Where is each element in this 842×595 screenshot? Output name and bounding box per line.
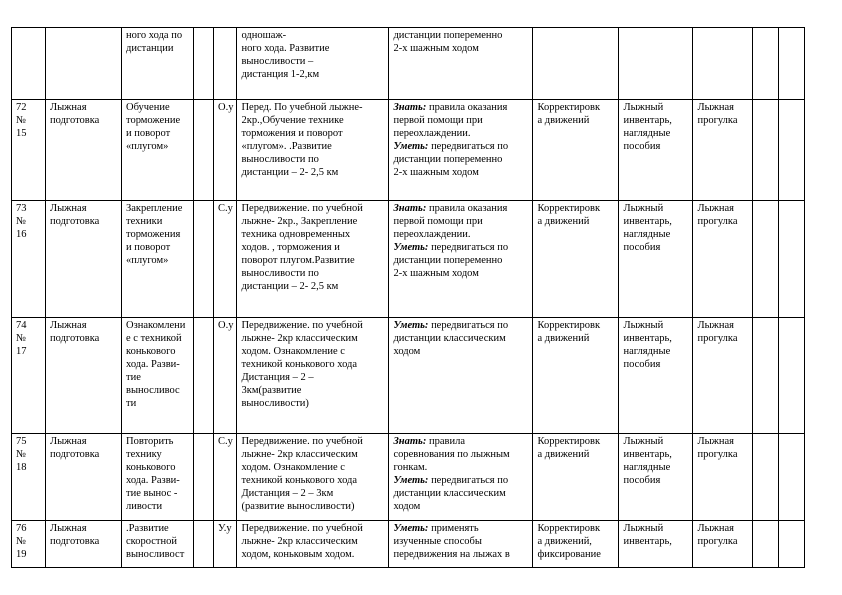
cell-num: 72 № 15 [12, 100, 46, 201]
lesson-plan-table [11, 27, 805, 568]
can-label: Уметь: [393, 475, 429, 486]
cell-control: Корректировк а движений, фиксирование [533, 521, 619, 568]
cell-requirements: дистанции попеременно 2-х шажным ходом [389, 28, 533, 100]
cell-date-fact [779, 521, 805, 568]
cell-type: О.у [214, 318, 237, 434]
cell-homework: Лыжная прогулка [693, 201, 753, 318]
cell-date-plan [753, 201, 779, 318]
table-row-partial [12, 28, 805, 100]
cell-hours [194, 28, 214, 100]
cell-control: Корректировк а движений [533, 100, 619, 201]
cell-control [533, 28, 619, 100]
cell-topic: .Развитие скоростной выносливост [122, 521, 194, 568]
cell-equipment: Лыжный инвентарь, [619, 521, 693, 568]
know-text: правила соревнования по лыжным гонкам. [393, 436, 510, 473]
cell-num: 75 № 18 [12, 434, 46, 521]
cell-num [12, 28, 46, 100]
can-text: передвигаться по дистанции попеременно 2-х шажным ходом [393, 141, 509, 178]
cell-date-fact [779, 318, 805, 434]
cell-homework [693, 28, 753, 100]
cell-section: Лыжная подготовка [46, 100, 122, 201]
can-text: применять изученные способы передвижения на лыжах в [393, 523, 510, 560]
can-label: Уметь: [393, 242, 429, 253]
cell-requirements [389, 521, 533, 568]
cell-date-fact [779, 434, 805, 521]
cell-requirements [389, 318, 533, 434]
cell-hours [194, 201, 214, 318]
cell-content: одношаж- ного хода. Развитие выносливости – дистанция 1-2,км [237, 28, 389, 100]
table-row [12, 434, 805, 521]
cell-homework: Лыжная прогулка [693, 434, 753, 521]
cell-section: Лыжная подготовка [46, 434, 122, 521]
cell-equipment [619, 28, 693, 100]
know-text: правила оказания первой помощи при переохлаждении. [393, 203, 508, 240]
cell-homework: Лыжная прогулка [693, 318, 753, 434]
cell-topic: Ознакомлени е с техникой конькового хода. Разви- тие выносливос ти [122, 318, 194, 434]
know-label: Знать: [393, 436, 427, 447]
cell-type: У.у [214, 521, 237, 568]
cell-hours [194, 318, 214, 434]
cell-section: Лыжная подготовка [46, 201, 122, 318]
cell-control: Корректировк а движений [533, 318, 619, 434]
cell-equipment: Лыжный инвентарь, наглядные пособия [619, 434, 693, 521]
cell-date-plan [753, 318, 779, 434]
can-label: Уметь: [393, 523, 429, 534]
cell-section [46, 28, 122, 100]
know-label: Знать: [393, 203, 427, 214]
cell-control: Корректировк а движений [533, 201, 619, 318]
cell-equipment: Лыжный инвентарь, наглядные пособия [619, 201, 693, 318]
cell-topic: Закрепление техники торможения и поворот «плугом» [122, 201, 194, 318]
cell-date-fact [779, 28, 805, 100]
cell-num: 76 № 19 [12, 521, 46, 568]
cell-num: 74 № 17 [12, 318, 46, 434]
cell-topic: Повторить технику конькового хода. Разви- тие вынос - ливости [122, 434, 194, 521]
cell-date-fact [779, 201, 805, 318]
table-row [12, 521, 805, 568]
cell-requirements [389, 434, 533, 521]
cell-content: Перед. По учебной лыжне- 2кр.,Обучение технике торможения и поворот «плугом». .Развитие выносливости по дистанции – 2- 2,5 км [237, 100, 389, 201]
cell-requirements [389, 201, 533, 318]
table-row [12, 201, 805, 318]
cell-date-plan [753, 28, 779, 100]
cell-type: С.у [214, 201, 237, 318]
cell-section: Лыжная подготовка [46, 318, 122, 434]
table-row [12, 318, 805, 434]
cell-content: Передвижение. по учебной лыжне- 2кр классическим ходом, коньковым ходом. [237, 521, 389, 568]
cell-hours [194, 434, 214, 521]
can-text: передвигаться по дистанции попеременно 2-х шажным ходом [393, 242, 509, 279]
cell-homework: Лыжная прогулка [693, 521, 753, 568]
can-label: Уметь: [393, 320, 429, 331]
cell-hours [194, 521, 214, 568]
cell-date-plan [753, 100, 779, 201]
cell-control: Корректировк а движений [533, 434, 619, 521]
cell-equipment: Лыжный инвентарь, наглядные пособия [619, 318, 693, 434]
cell-date-plan [753, 434, 779, 521]
cell-num: 73 № 16 [12, 201, 46, 318]
cell-hours [194, 100, 214, 201]
cell-type: О.у [214, 100, 237, 201]
know-text: правила оказания первой помощи при переохлаждении. [393, 102, 508, 139]
cell-requirements [389, 100, 533, 201]
cell-date-fact [779, 100, 805, 201]
cell-type [214, 28, 237, 100]
cell-date-plan [753, 521, 779, 568]
cell-content: Передвижение. по учебной лыжне- 2кр., Закрепление техника одновременных ходов. , торможения и поворот плугом.Развитие выносливости по дистанции – 2- 2,5 км [237, 201, 389, 318]
can-label: Уметь: [393, 141, 429, 152]
can-text: передвигаться по дистанции классическим ходом [393, 475, 509, 512]
cell-content: Передвижение. по учебной лыжне- 2кр классическим ходом. Ознакомление с техникой конькового хода Дистанция – 2 – 3км (развитие выносливости) [237, 434, 389, 521]
know-label: Знать: [393, 102, 427, 113]
cell-content: Передвижение. по учебной лыжне- 2кр классическим ходом. Ознакомление с техникой конькового хода Дистанция – 2 – 3км(развитие выносливости) [237, 318, 389, 434]
can-text: передвигаться по дистанции классическим ходом [393, 320, 509, 357]
cell-type: С.у [214, 434, 237, 521]
cell-topic: ного хода по дистанции [122, 28, 194, 100]
cell-equipment: Лыжный инвентарь, наглядные пособия [619, 100, 693, 201]
cell-homework: Лыжная прогулка [693, 100, 753, 201]
cell-section: Лыжная подготовка [46, 521, 122, 568]
cell-topic: Обучение торможение и поворот «плугом» [122, 100, 194, 201]
table-row [12, 100, 805, 201]
